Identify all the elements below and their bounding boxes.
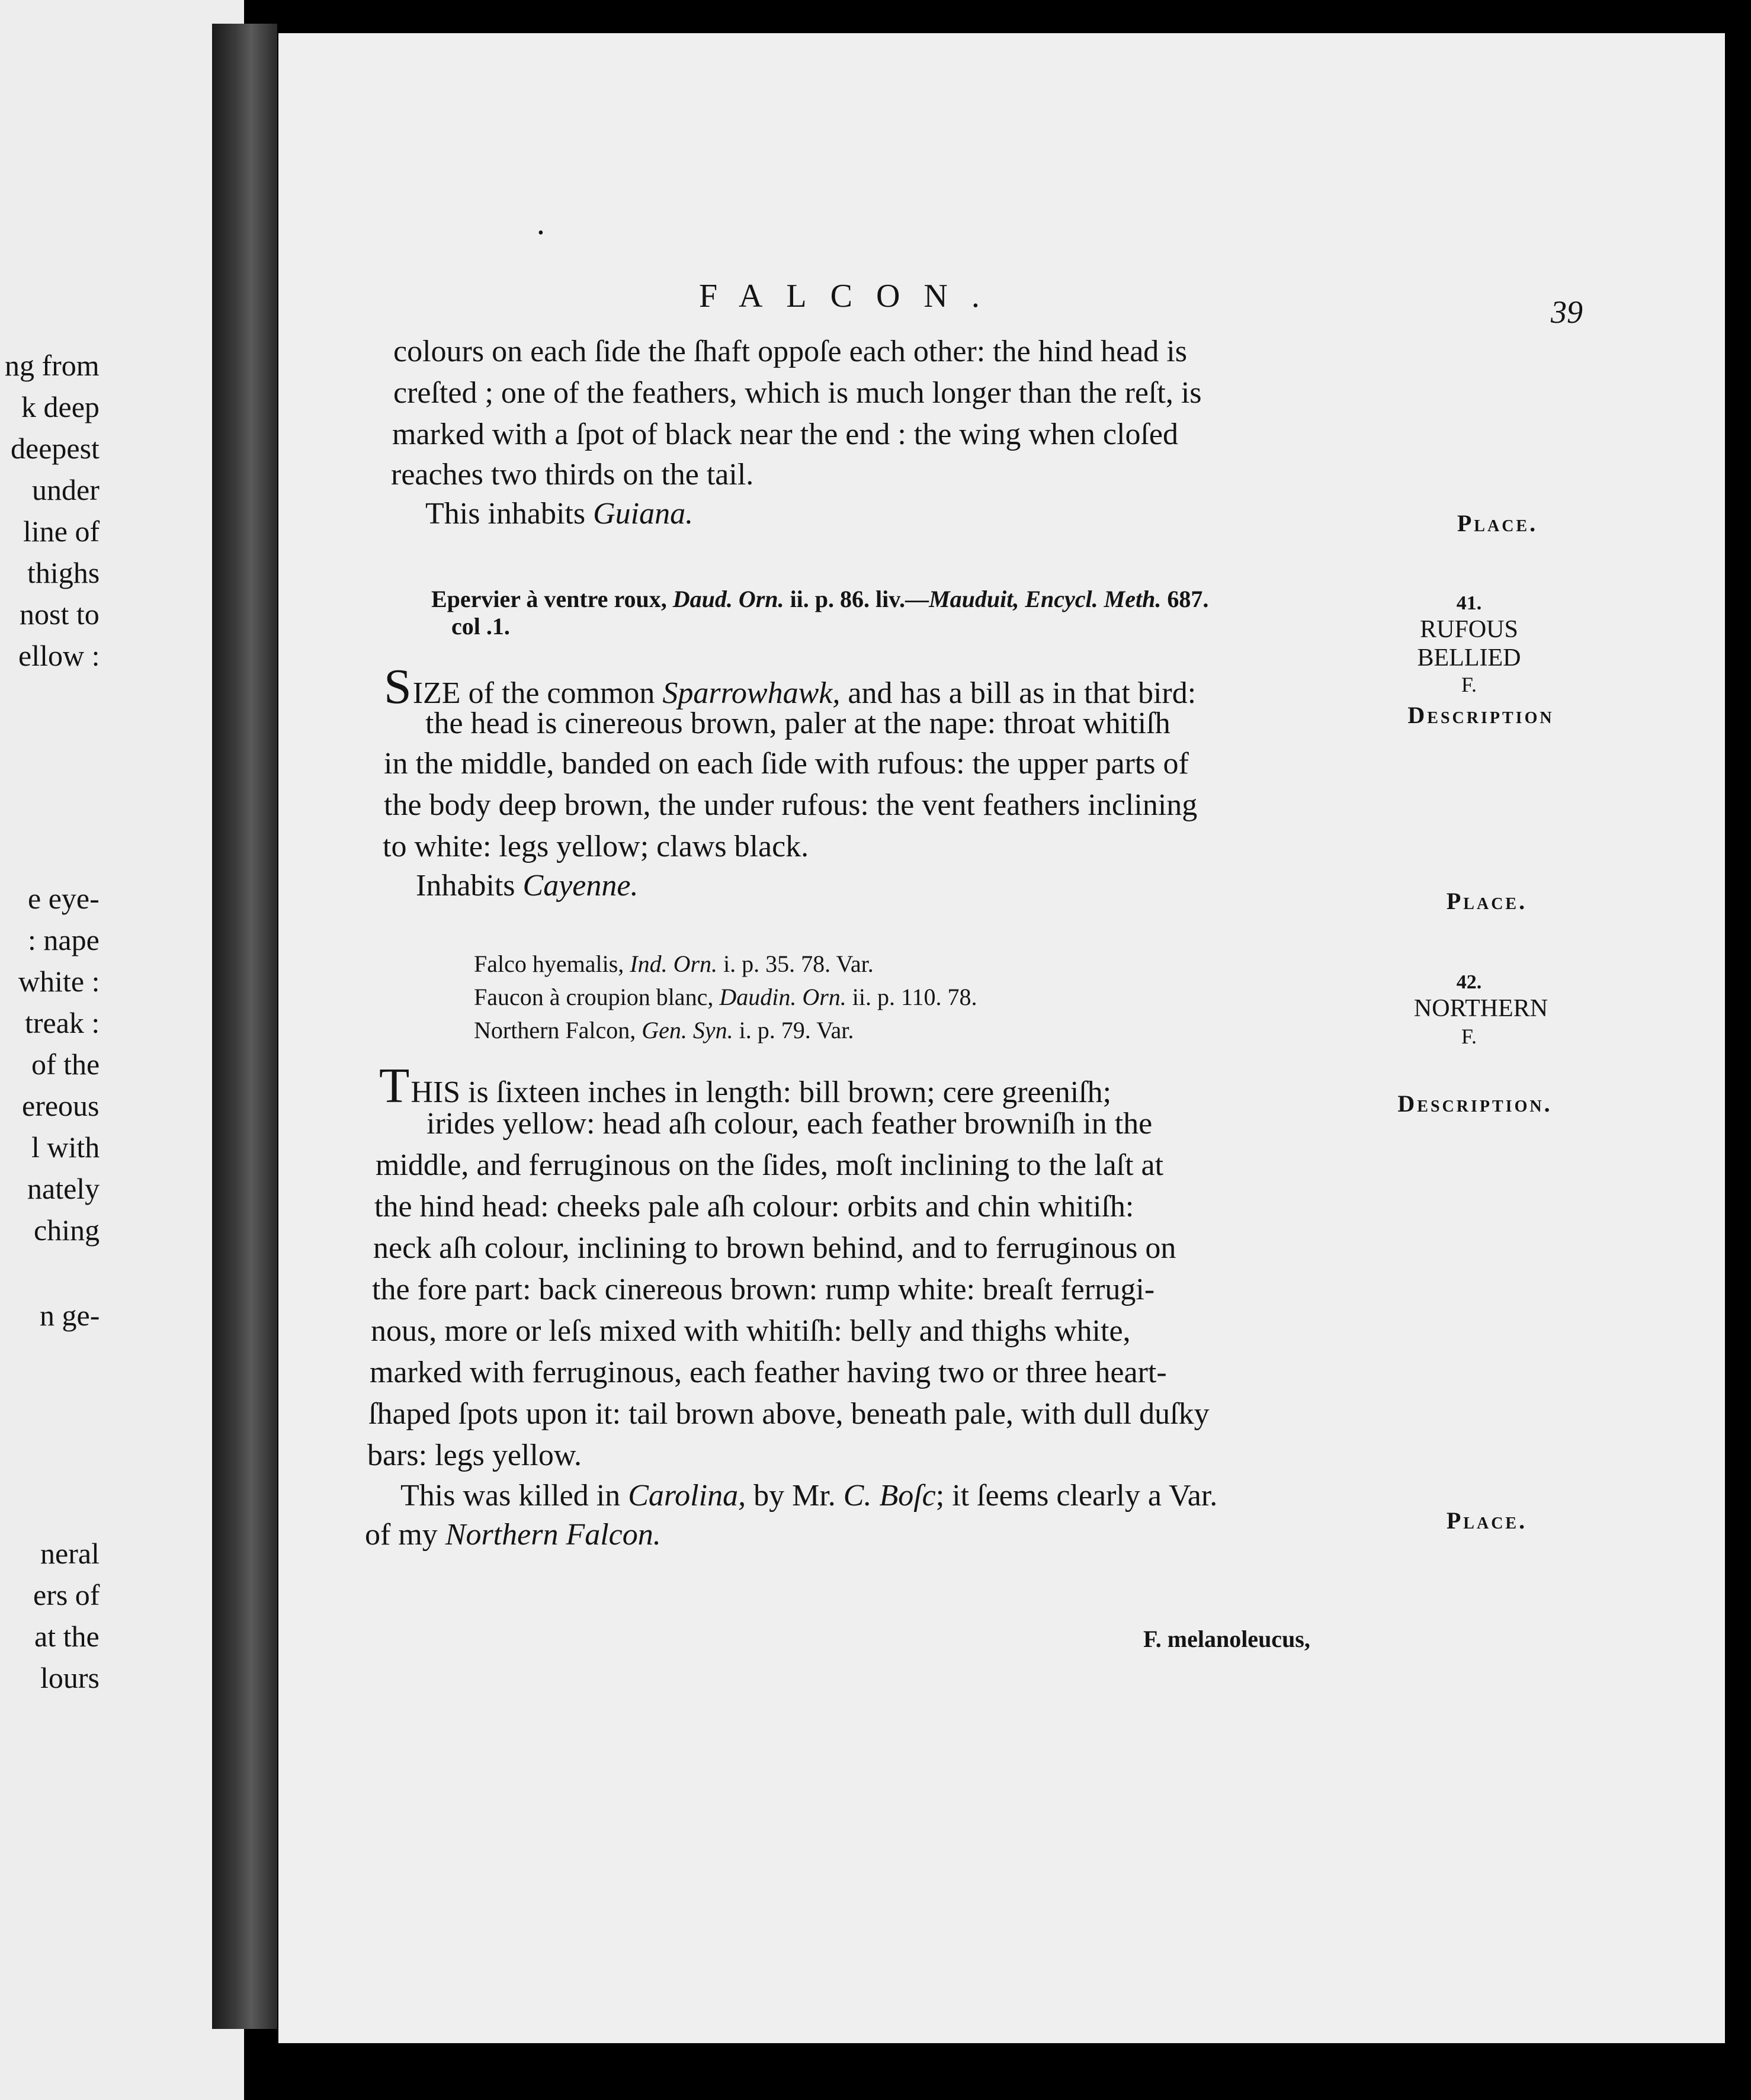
margin-place-label: Place. xyxy=(1446,1507,1528,1534)
prev-page-fragment: thighs xyxy=(27,556,100,589)
text-line: ſhaped ſpots upon it: tail brown above, beneath pale, with dull duſky xyxy=(368,1397,1210,1431)
prev-page-fragment: neral xyxy=(40,1537,100,1570)
species-name-line: RUFOUS xyxy=(1420,616,1518,643)
text-line: irides yellow: head aſh colour, each feather browniſh in the xyxy=(426,1107,1153,1141)
species-name-line: NORTHERN xyxy=(1413,995,1548,1022)
prev-page-fragment: n ge- xyxy=(40,1299,100,1332)
prev-page-fragment: ereous xyxy=(22,1089,100,1122)
synonym-line: Northern Falcon, Gen. Syn. i. p. 79. Var. xyxy=(474,1017,854,1043)
text-line: creſted ; one of the feathers, which is much longer than the reſt, is xyxy=(393,376,1202,410)
place-statement: This was killed in Carolina, by Mr. C. Boſc; it ſeems clearly a Var. xyxy=(400,1479,1218,1513)
prev-page-fragment: l with xyxy=(31,1131,100,1164)
synonym-line: col .1. xyxy=(451,613,510,640)
text-line: colours on each ſide the ſhaft oppoſe each other: the hind head is xyxy=(393,335,1187,368)
text-line: reaches two thirds on the tail. xyxy=(391,458,754,492)
prev-page-fragment: of the xyxy=(31,1048,100,1081)
place-name: Guiana. xyxy=(593,497,694,531)
prev-page-fragment: ers of xyxy=(33,1578,100,1611)
margin-description-label: Description xyxy=(1407,702,1554,728)
running-title: FALCON. xyxy=(699,278,1003,314)
prev-page-fragment: at the xyxy=(34,1620,100,1653)
text-line: the fore part: back cinereous brown: rump white: breaſt ferrugi- xyxy=(372,1273,1155,1306)
text-line: marked with a ſpot of black near the end : the wing when cloſed xyxy=(392,418,1179,451)
prev-page-fragment: e eye- xyxy=(28,882,100,915)
text-line: the head is cinereous brown, paler at the nape: throat whitiſh xyxy=(425,707,1170,740)
text-line: nous, more or leſs mixed with whitiſh: belly and thighs white, xyxy=(371,1314,1131,1348)
place-text: This inhabits xyxy=(425,497,594,531)
prev-page-fragment: k deep xyxy=(21,390,100,423)
page-number: 39 xyxy=(1551,294,1583,330)
entry-number: 41. xyxy=(1456,592,1482,614)
prev-page-fragment: lours xyxy=(40,1661,100,1694)
margin-description-label: Description. xyxy=(1397,1090,1553,1117)
prev-page-fragment: nost to xyxy=(20,598,100,631)
synonym-line: Falco hyemalis, Ind. Orn. i. p. 35. 78. Var. xyxy=(474,951,874,977)
species-name-line: BELLIED xyxy=(1417,644,1521,672)
text-line: middle, and ferruginous on the ſides, moſt inclining to the laſt at xyxy=(376,1148,1164,1182)
prev-page-fragment: under xyxy=(32,473,100,506)
text-line: bars: legs yellow. xyxy=(367,1438,582,1472)
species-abbr: F. xyxy=(1461,673,1477,696)
prev-page-fragment: ellow : xyxy=(18,639,100,672)
drop-cap: T xyxy=(379,1058,410,1113)
prev-page-fragment: white : xyxy=(18,965,100,998)
drop-cap: S xyxy=(384,659,412,714)
text-line: marked with ferruginous, each feather having two or three heart- xyxy=(370,1356,1167,1389)
species-abbr: F. xyxy=(1461,1025,1477,1048)
prev-page-fragment: : nape xyxy=(28,923,100,956)
text-line: in the middle, banded on each ſide with rufous: the upper parts of xyxy=(384,747,1189,781)
prev-page-fragment: deepest xyxy=(11,432,100,465)
prev-page-fragment: line of xyxy=(23,515,100,548)
prev-page-fragment: ching xyxy=(34,1213,100,1247)
place-text: Inhabits xyxy=(416,869,523,903)
text-line: neck aſh colour, inclining to brown behind, and to ferruginous on xyxy=(373,1231,1176,1265)
text-line: the body deep brown, the under rufous: the vent feathers inclining xyxy=(384,788,1198,822)
entry-number: 42. xyxy=(1456,971,1482,993)
text-line: the hind head: cheeks pale aſh colour: orbits and chin whitiſh: xyxy=(374,1190,1134,1224)
book-gutter xyxy=(212,24,277,2029)
place-statement: of my Northern Falcon. xyxy=(365,1518,661,1552)
margin-place-label: Place. xyxy=(1446,888,1528,914)
synonym-line: Faucon à croupion blanc, Daudin. Orn. ii. p. 110. 78. xyxy=(474,984,977,1010)
synonym-line: Epervier à ventre roux, Daud. Orn. ii. p. 86. liv.—Mauduit, Encycl. Meth. 687. xyxy=(431,586,1209,612)
printer-ornament: • xyxy=(538,224,544,242)
prev-page-fragment: treak : xyxy=(25,1006,100,1039)
place-statement xyxy=(416,871,638,901)
prev-page-fragment: ng from xyxy=(5,349,100,382)
text-line: SIZE of the common Sparrowhawk, and has a bill as in that bird: xyxy=(384,659,1197,714)
place-name: Cayenne. xyxy=(522,869,639,903)
catchword: F. melanoleucus, xyxy=(1143,1626,1310,1652)
text-line: to white: legs yellow; claws black. xyxy=(383,830,809,863)
margin-place-label: Place. xyxy=(1457,510,1538,537)
text-line: THIS is ſixteen inches in length: bill brown; cere greeniſh; xyxy=(379,1058,1112,1113)
prev-page-fragment: nately xyxy=(27,1172,100,1205)
place-statement xyxy=(425,499,693,529)
